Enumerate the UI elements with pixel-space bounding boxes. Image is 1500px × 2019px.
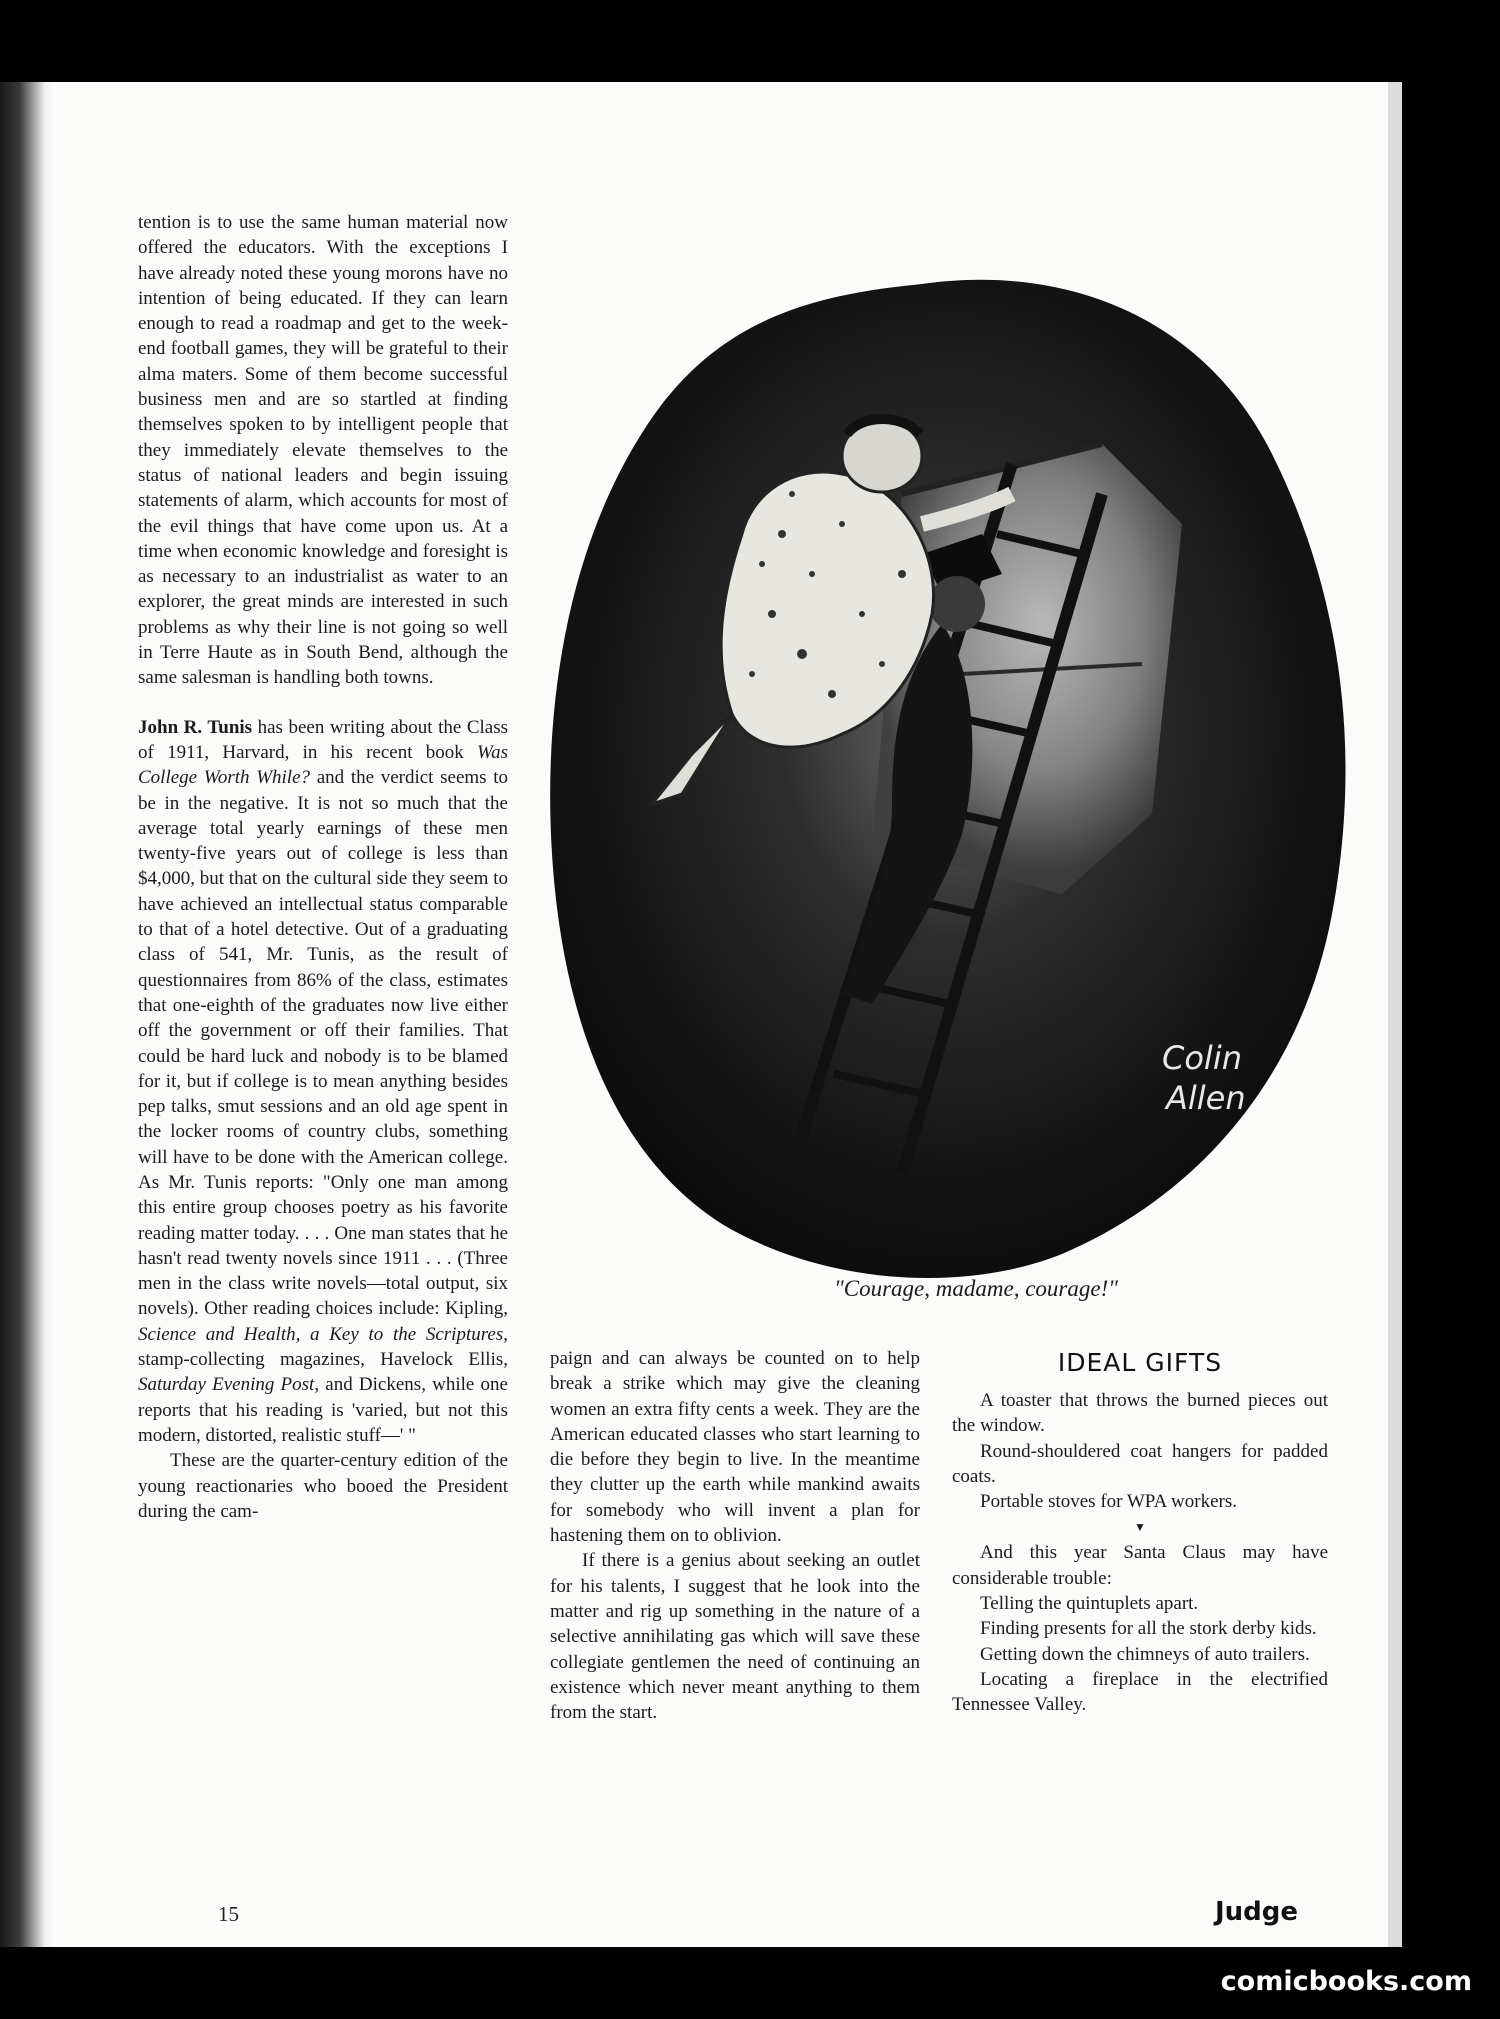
santa-item: Getting down the chimneys of auto trailers. xyxy=(980,1643,1310,1665)
ideal-gifts-heading: IDEAL GIFTS xyxy=(1057,1348,1223,1377)
article-paragraph: John R. Tunis has been writing about the Class of 1911, Harvard, in his recent book Was College Worth While? and the verdict seems to be in the negative. It is not so much that the average total yearly earnings of these men twenty-five years out of college is less than $4,000, but that on the cultural side they seem to have achieved an intellectual status comparable to that of a hotel detective. Out of a graduating class of 541, Mr. Tunis, as the result of questionnaires from 86% of the class, estimates that one-eighth of the graduates now live either off the government or off their families. That could be hard luck and nobody is to be blamed for it, but if college is to mean anything besides pep talks, smut sessions and an old age spent in the locker rooms of country clubs, something will have to be done with the American college. As Mr. Tunis reports: "Only one man among this entire group chooses poetry as his favorite reading matter today. . . . One man states that he hasn't read twenty novels since 1911 . . . (Three men in the class write novels—total output, six novels). Other reading choices include: Kipling, Science and Health, a Key to the Scriptures, stamp-collecting magazines, Havelock Ellis, Saturday Evening Post, and Dickens, while one reports that his reading is 'varied, but not this modern, distorted, realistic stuff—' " xyxy=(138,716,509,1446)
article-paragraph: These are the quarter-century edition of the young reactionaries who booed the President during the cam- xyxy=(138,1450,508,1522)
magazine-name: Judge xyxy=(1214,1897,1298,1927)
watermark-text: comicbooks.com xyxy=(1220,1966,1472,1997)
ideal-gifts-list xyxy=(952,1388,1328,1718)
svg-text:Colin: Colin xyxy=(1162,1039,1242,1077)
santa-item: Locating a fireplace in the electrified Tennessee Valley. xyxy=(952,1668,1328,1716)
cartoon-caption: "Courage, madame, courage!" xyxy=(834,1276,1118,1301)
book-title: Science and Health, a Key to the Scriptures, xyxy=(138,1323,508,1345)
article-paragraph: paign and can always be counted on to help break a strike which may give the cleaning women an extra fifty cents a week. They are the American educated classes who start learning to die before they begin to live. In the meantime they clutter up the earth while mankind awaits for somebody who will invent a plan for hastening them on to oblivion. xyxy=(550,1348,920,1547)
article-column-2 xyxy=(550,1346,920,1725)
magazine-title: Saturday Evening Post, xyxy=(138,1374,320,1396)
gift-item: A toaster that throws the burned pieces out the window. xyxy=(952,1390,1328,1437)
article-paragraph: tention is to use the same human material now offered the educators. With the exceptions I have already noted these young morons have no intention of being educated. If they can learn enough to read a roadmap and get to the week-end football games, they will be grateful to their alma maters. Some of them become successful business men and are so startled at finding themselves spoken to by intelligent people that they immediately elevate themselves to the status of national leaders and begin issuing statements of alarm, which accounts for most of the evil things that have come upon us. At a time when economic knowledge and foresight is as necessary to an industrialist as water to an explorer, the great minds are interested in such problems as why their line is not going so well in Terre Haute as in South Bend, although the same salesman is handling both towns. xyxy=(138,212,508,689)
santa-item: Telling the quintuplets apart. xyxy=(980,1593,1199,1615)
santa-intro: And this year Santa Claus may have considerable trouble: xyxy=(952,1542,1328,1589)
santa-item: Finding presents for all the stork derby kids. xyxy=(980,1618,1317,1640)
section-separator: ▼ xyxy=(1134,1520,1146,1535)
gift-item: Portable stoves for WPA workers. xyxy=(980,1491,1238,1513)
article-column-1 xyxy=(138,210,508,1524)
left-page-edge xyxy=(0,82,56,1947)
author-name: John R. Tunis xyxy=(138,716,253,738)
gift-item: Round-shouldered coat hangers for padded coats. xyxy=(952,1440,1328,1487)
article-paragraph: If there is a genius about seeking an outlet for his talents, I suggest that he look into the matter and rig up something in the nature of a selective annihilating gas which will save these collegiate gentlemen the need of continuing an existence which never meant anything to them from the start. xyxy=(550,1550,920,1724)
cartoon-illustration xyxy=(542,194,1352,1318)
book-title: Was College Worth While? xyxy=(138,741,508,789)
magazine-page xyxy=(56,82,1402,1947)
svg-text:Allen: Allen xyxy=(1166,1079,1246,1117)
page-number: 15 xyxy=(218,1902,239,1926)
